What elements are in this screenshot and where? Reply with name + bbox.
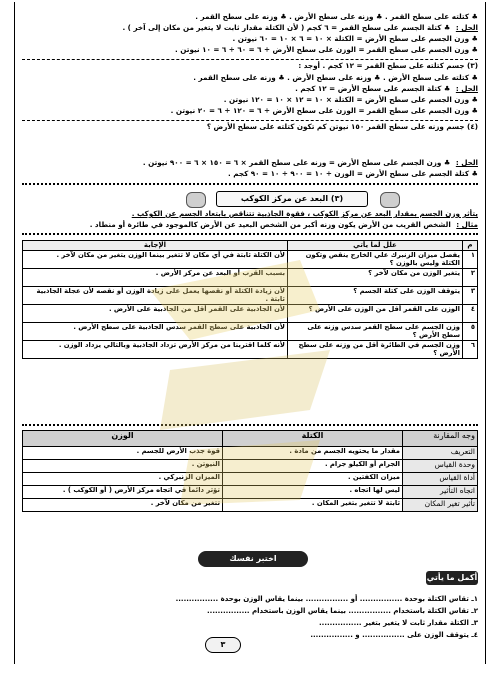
problem5-line2: ♣ كتلة الجسم على سطح الأرض = الوزن ÷ ١٠ = ٩٠٠ ÷ ١٠ = ٩٠ كجم .	[228, 169, 478, 178]
table-row: ٣ يتوقف الوزن على كتلة الجسم ؟ لأن زيادة الكتلة أو نقصها يعمل على زيادة الوزن أو نقصه لأن عجلة الجاذبية ثابتة .	[23, 287, 478, 305]
col-answer: الإجابة	[23, 241, 288, 251]
section3-title: (٣) البعد عن مركز الكوكب	[216, 191, 368, 207]
col-question: علل لما يأتي	[288, 241, 463, 251]
separator	[22, 424, 478, 426]
table-row: التعريف مقدار ما يحتويه الجسم من مادة . قوة جذب الأرض للجسم .	[23, 447, 478, 460]
worksheet-page	[22, 8, 478, 660]
col-weight: الوزن	[23, 431, 223, 447]
col-number: م	[463, 241, 478, 251]
table-row: اتجاه التأثير ليس لها اتجاه . تؤثر دائماً في اتجاه مركز الأرض ( أو الكوكب ) .	[23, 486, 478, 499]
reasons-table	[22, 240, 478, 359]
problem4-line1: الحل : ♣ كتلة الجسم على سطح الأرض = ١٢ كجم .	[295, 84, 478, 93]
table-row: تأثير تغير المكان ثابتة لا تتغير بتغير المكان . تتغير من مكان لآخر .	[23, 499, 478, 512]
test-yourself-banner: اختبر نفسك	[198, 551, 308, 567]
table-row: وحدة القياس الجرام أو الكيلو جرام . النيوتن .	[23, 460, 478, 473]
col-aspect: وجه المقارنة	[403, 431, 478, 447]
section3-text: يتأثر وزن الجسم بمقدار البعد عن مركز الكوكب ، فقوة الجاذبية تتناقص بابتعاد الجسم عن الكوكب .	[131, 209, 478, 218]
table-row: أداة القياس ميزان الكفتين . الميزان الزنبركي .	[23, 473, 478, 486]
complete-item: ٢ـ تقاس الكتلة باستخدام ................ بينما يقاس الوزن باستخدام ................	[207, 607, 478, 615]
pointing-hand-icon	[186, 192, 206, 208]
comparison-table	[22, 430, 478, 512]
col-mass: الكتلة	[223, 431, 403, 447]
problem3-given: ♣ كتلته على سطح القمر . ♣ وزنه على سطح الأرض . ♣ وزنه على سطح القمر .	[195, 12, 478, 21]
problem3-line3: ♣ وزن الجسم على سطح القمر = الوزن على سطح الأرض ÷ ٦ = ٦٠ ÷ ٦ = ١٠ نيوتن .	[175, 45, 478, 54]
section3-example: مثال : الشخص القريب من الأرض يكون وزنه أكبر من الشخص البعيد عن الأرض كالموجود في طائرة أو منطاد .	[89, 220, 478, 229]
pointing-hand-icon	[380, 192, 400, 208]
separator	[22, 233, 478, 235]
table-row: ١ يفصل ميزان الزنبرك علي الخارج ينقص وتكون الكتلة وليس بالوزن ؟ لأن الكتلة ثابتة في أي مكان لا تتغير بينما الوزن يتغير من مكان لآخر .	[23, 251, 478, 269]
table-row: ٤ الوزن على القمر أقل من الوزن على الأرض ؟ لأن الجاذبية على القمر أقل من الجاذبية على الأرض .	[23, 305, 478, 323]
table-row: ٦ وزن الجسم في الطائرة أقل من وزنه على سطح الأرض ؟ لأنه كلما اقتربنا من مركز الأرض تزداد الجاذبية وبالتالي يزداد الوزن .	[23, 341, 478, 359]
problem4-line2: ♣ وزن الجسم على سطح الأرض = الكتلة × ١٠ = ١٢ × ١٠ = ١٢٠ نيوتن .	[223, 95, 478, 104]
complete-item: ٤ـ يتوقف الوزن على ................ و ................	[310, 631, 478, 639]
comparison-header-row	[23, 431, 478, 447]
problem-header-weight: (٤) جسم وزنه على سطح القمر ١٥٠ نيوتن كم تكون كتلته على سطح الأرض ؟	[22, 120, 478, 146]
page-number: ٣	[205, 637, 241, 653]
example-label: مثال :	[456, 220, 478, 229]
problem-header-mass: (٣) جسم كتلته على سطح القمر = ١٢ كجم . أوجد :	[22, 59, 478, 70]
complete-title: أكمل ما يأتي	[426, 571, 478, 585]
solution-label: الحل :	[455, 158, 478, 167]
solution-label: الحل :	[455, 23, 478, 32]
solution-label: الحل :	[455, 84, 478, 93]
problem3-solution-line1: الحل : ♣ كتلة الجسم على سطح القمر = ٦ كجم ( لأن الكتلة مقدار ثابت لا يتغير من مكان إلى آخر ) .	[122, 23, 478, 32]
complete-item: ٣ـ الكتلة مقدار ثابت لا يتغير بتغير ................	[319, 619, 478, 627]
table-row: ٥ وزن الجسم على سطح القمر سدس وزنه على سطح الأرض ؟ لأن الجاذبية على سطح القمر سدس الجاذبية على سطح الأرض .	[23, 323, 478, 341]
table-header-row	[23, 241, 478, 251]
problem5-line1: الحل : ♣ وزن الجسم على سطح الأرض = وزنه على سطح القمر × ٦ = ١٥٠ × ٦ = ٩٠٠ نيوتن .	[142, 158, 478, 167]
separator	[22, 183, 478, 185]
problem4-line3: ♣ وزن الجسم على سطح القمر = الوزن على سطح الأرض ÷ ٦ = ١٢٠ ÷ ٦ = ٢٠ نيوتن .	[170, 106, 478, 115]
problem3-line2: ♣ وزن الجسم على سطح الأرض = الكتلة × ١٠ = ٦ × ١٠ = ٦٠ نيوتن .	[232, 34, 478, 43]
complete-item: ١ـ تقاس الكتلة بوحدة ................ أو ................ بينما يقاس الوزن بوحدة ................	[175, 595, 478, 603]
table-row: ٢ يتغير الوزن من مكان لآخر ؟ بسبب القرب أو البعد عن مركز الأرض .	[23, 269, 478, 287]
problem4-given: ♣ كتلته على سطح الأرض . ♣ وزنه على سطح الأرض . ♣ وزنه على سطح القمر .	[193, 73, 478, 82]
